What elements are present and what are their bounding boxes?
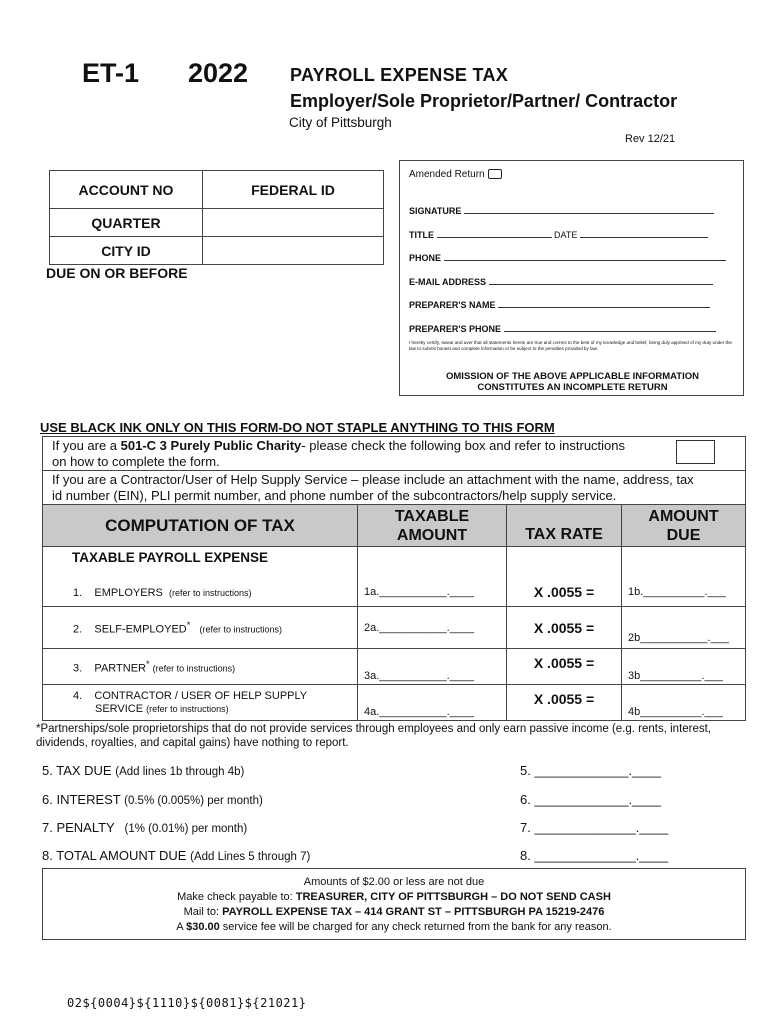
total-amount-note: (Add Lines 5 through 7) [190,851,311,863]
charity-prefix: If you are a [52,438,121,453]
row-1-text: EMPLOYERS [94,587,163,599]
mail-address: PAYROLL EXPENSE TAX – 414 GRANT ST – PITTSBURGH PA 15219-2476 [222,906,605,918]
row-2-due[interactable]: 2b___________.___ [622,607,746,649]
row-4-label [73,690,357,716]
fee-prefix: A [176,921,187,933]
section-title: TAXABLE PAYROLL EXPENSE [71,550,269,565]
tax-rate-header: TAX RATE [507,505,622,547]
total-line-6 [42,792,263,807]
preparer-phone-label: PREPARER'S PHONE [409,324,501,334]
omission-line-2: CONSTITUTES AN INCOMPLETE RETURN [477,382,668,393]
amended-return-checkbox[interactable] [488,169,502,179]
row-4-note: (refer to instructions) [146,703,229,714]
row-1-amount[interactable]: 1a.___________.____ [358,547,507,607]
row-3-amount[interactable]: 3a.___________.____ [358,649,507,685]
row-2-label-cell [43,607,358,649]
payable-prefix: Make check payable to: [177,891,296,903]
row-3-note: (refer to instructions) [152,663,236,674]
computation-header: COMPUTATION OF TAX [43,505,358,547]
row-4-amount[interactable]: 4a.___________.____ [358,685,507,721]
instructions-heading: USE BLACK INK ONLY ON THIS FORM-DO NOT STAPLE ANYTHING TO THIS FORM [40,420,555,435]
tax-due-field[interactable]: 5. _____________.____ [520,763,661,778]
row-4-num: 4. [73,689,83,702]
form-subtitle: Employer/Sole Proprietor/Partner/ Contractor [290,91,678,111]
federal-id-field[interactable]: FEDERAL ID [203,171,384,209]
row-3-star: * [145,658,150,669]
charity-suffix: - please check the following box and refer to instructions [301,438,626,453]
city-id-label: CITY ID [50,237,203,265]
row-4-text: CONTRACTOR / USER OF HELP SUPPLY [94,689,308,702]
signature-box [399,160,744,396]
amended-return-row [409,169,502,180]
interest-field[interactable]: 6. _____________.____ [520,792,661,807]
row-1-note: (refer to instructions) [169,588,252,598]
city-label: City of Pittsburgh [289,115,392,130]
account-no-label: ACCOUNT NO [50,171,203,209]
penalty-label: 7. PENALTY [42,820,115,835]
row-3-label-cell [43,649,358,685]
form-title: PAYROLL EXPENSE TAX [290,65,509,85]
row-2-amount[interactable]: 2a.___________.____ [358,607,507,649]
row-2-rate: X .0055 = [507,607,622,649]
tax-due-label: 5. TAX DUE [42,763,112,778]
date-label: DATE [554,230,578,240]
preparer-name-label: PREPARER'S NAME [409,300,496,310]
row-3-num: 3. [73,662,83,675]
email-label: E-MAIL ADDRESS [409,277,487,287]
taxable-header-line1: TAXABLE [394,507,470,525]
id-table [49,170,384,265]
payment-line-3 [43,905,745,920]
instructions-divider [43,470,745,471]
phone-field[interactable] [444,251,726,261]
preparer-name-field[interactable] [498,298,710,308]
preparer-phone-field[interactable] [504,322,716,332]
revision-label: Rev 12/21 [625,133,676,145]
fee-suffix: service fee will be charged for any check returned from the bank for any reason. [219,921,612,933]
row-1-rate: X .0055 = [507,547,622,607]
instructions-box [42,436,746,505]
penalty-field[interactable]: 7. ______________.____ [520,820,669,835]
payment-line-4 [43,920,745,935]
interest-note: (0.5% (0.005%) per month) [124,795,263,807]
interest-label: 6. INTEREST [42,792,121,807]
omission-notice [400,371,745,393]
row-2-note: (refer to instructions) [199,624,283,635]
phone-label: PHONE [409,253,442,263]
computation-table [42,504,746,721]
omission-line-1: OMISSION OF THE ABOVE APPLICABLE INFORMATION [446,371,699,382]
payment-line-2 [43,890,745,905]
row-1-label-cell [43,547,358,607]
payment-instructions-box [42,868,746,940]
row-3-rate: X .0055 = [507,649,622,685]
quarter-label: QUARTER [50,209,203,237]
date-field[interactable] [580,228,708,238]
amended-return-label: Amended Return [409,169,485,180]
taxable-header-line2: AMOUNT [396,526,468,544]
partnership-footnote: *Partnerships/sole proprietorships that do not provide services through employees and only earn passive income (e.g. rents, interest, dividends, royalties, and capital gains) have nothing to report. [36,723,712,749]
row-2-label [73,620,357,636]
row-3-label [73,659,357,675]
tax-due-note: (Add lines 1b through 4b) [115,766,245,778]
row-4-label-cell [43,685,358,721]
row-2-star: * [186,619,191,630]
payment-line-1: Amounts of $2.00 or less are not due [303,876,485,888]
form-id: ET-1 [82,58,140,88]
row-3-due[interactable]: 3b__________.___ [622,649,746,685]
signature-field[interactable] [464,204,714,214]
taxable-amount-header [358,505,507,547]
row-2-num: 2. [73,623,83,636]
charity-bold: 501-C 3 Purely Public Charity [120,438,302,453]
payable-to: TREASURER, CITY OF PITTSBURGH – DO NOT SEND CASH [295,891,611,903]
due-header-line2: DUE [666,526,701,544]
charity-line-2: on how to complete the form. [52,454,220,469]
mail-prefix: Mail to: [183,906,223,918]
row-4-text-2: SERVICE [95,702,144,715]
contractor-line-2: id number (EIN), PLI permit number, and phone number of the subcontractors/help supply service. [52,488,617,503]
contractor-line-1: If you are a Contractor/User of Help Supply Service – please include an attachment with the name, address, tax [52,472,694,487]
penalty-note: (1% (0.01%) per month) [118,823,248,835]
total-amount-field[interactable]: 8. ______________.____ [520,848,669,863]
due-header-line1: AMOUNT [648,507,719,525]
row-1-num: 1. [73,587,83,599]
email-field[interactable] [489,275,713,285]
row-1-due[interactable]: 1b.__________.___ [622,547,746,607]
title-label: TITLE [409,230,434,240]
fee-amount: $30.00 [186,921,220,933]
due-date-label: DUE ON OR BEFORE [46,265,188,281]
total-amount-label: 8. TOTAL AMOUNT DUE [42,848,187,863]
row-4-rate: X .0055 = [507,685,622,721]
scanline-code: 02${0004}${1110}${0081}${21021} [67,996,307,1010]
signature-label: SIGNATURE [409,206,462,216]
total-line-7 [42,820,247,835]
city-id-field[interactable] [203,237,384,265]
row-2-text: SELF-EMPLOYED [94,623,187,636]
total-line-5 [42,763,244,778]
quarter-field[interactable] [203,209,384,237]
amount-due-header [622,505,746,547]
row-4-due[interactable]: 4b__________.___ [622,685,746,721]
row-1-label [73,587,357,599]
title-field[interactable] [437,228,552,238]
charity-checkbox[interactable] [676,440,715,464]
charity-line [52,438,625,453]
total-line-8 [42,848,310,863]
certification-text: I hereby certify, swear and aver that all statements herein are true and correct to the best of my knowledge and belief, being duly apprised of my duty under the law to submit honest and complete information or be subject to the penalties provided by law. [409,340,732,351]
form-year: 2022 [188,58,249,88]
row-3-text: PARTNER [94,662,146,675]
